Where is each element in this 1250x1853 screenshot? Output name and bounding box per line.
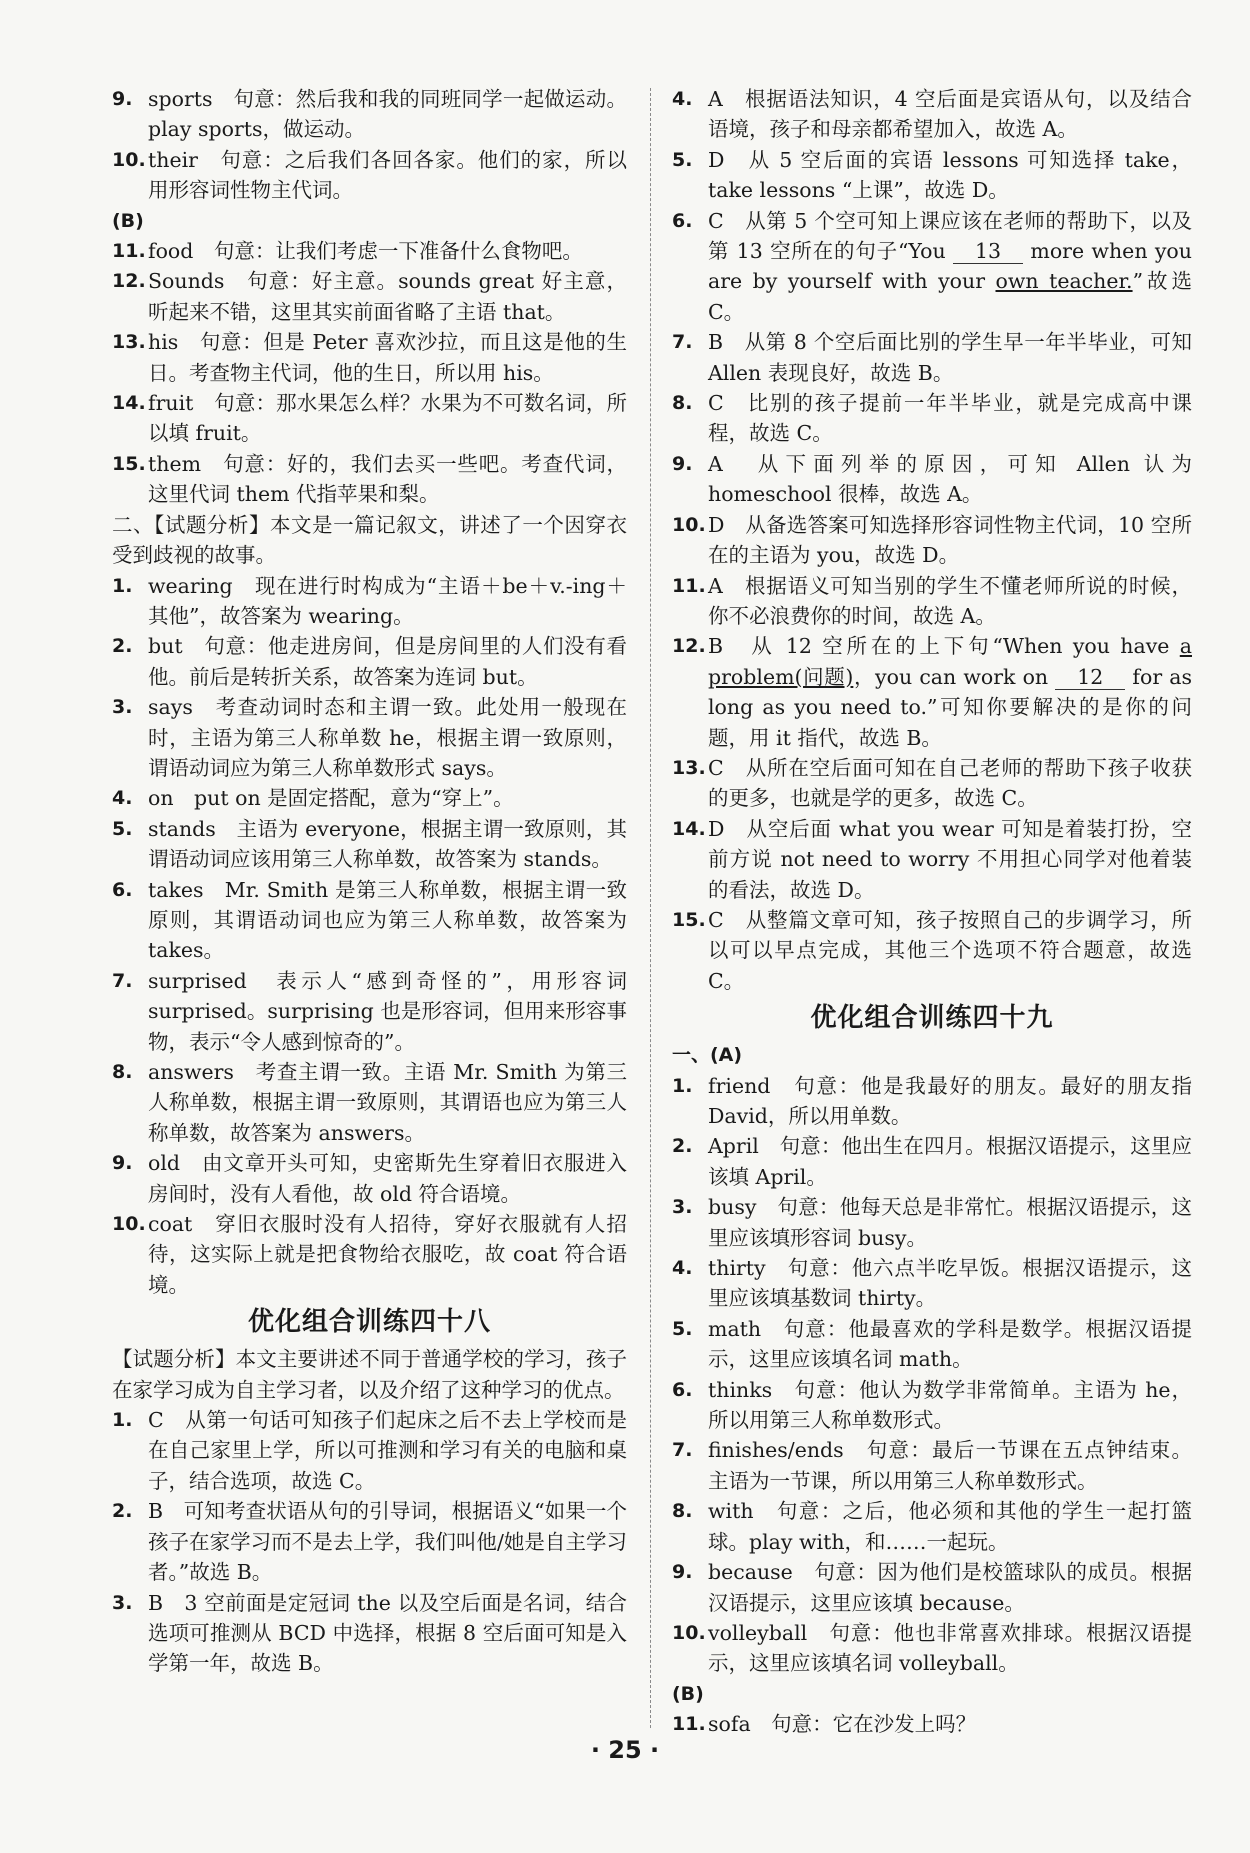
- item-text: stands 主语为 everyone，根据主谓一致原则，其谓语动词应该用第三人称单数，故答案为 stands。: [148, 816, 627, 872]
- list-item: [112, 266, 627, 327]
- item-number: 10.: [112, 148, 146, 171]
- item-text: B 3 空前面是定冠词 the 以及空后面是名词，结合选项可推测从 BCD 中选择，根据 8 空后面可知是入学第一年，故选 B。: [148, 1590, 627, 1676]
- list-item: [112, 966, 627, 1057]
- list-item: [672, 84, 1192, 145]
- title-exercise-48: 优化组合训练四十八: [247, 1307, 491, 1338]
- list-item: [112, 327, 627, 388]
- list-item: [672, 1131, 1192, 1192]
- item-number: 5.: [672, 148, 693, 171]
- item-number: 14.: [672, 817, 706, 840]
- item-text: [708, 206, 1192, 328]
- item-text-part: more when you are by yourself with your: [708, 239, 1192, 294]
- item-number: 6.: [112, 878, 133, 901]
- item-number: 11.: [112, 240, 146, 263]
- list-item: [112, 236, 627, 266]
- right-block-4: [672, 1071, 1192, 1679]
- list-item: [112, 814, 627, 875]
- item-text: but 句意：他走进房间，但是房间里的人们没有看他。前后是转折关系，故答案为连词 but。: [148, 634, 627, 689]
- item-number: 12.: [112, 270, 146, 293]
- list-item: [672, 571, 1192, 632]
- item-text: on put on 是固定搭配，意为“穿上”。: [148, 786, 514, 811]
- item-text: C 从所在空后面可知在自己老师的帮助下孩子收获的更多，也就是学的更多，故选 C。: [708, 755, 1192, 811]
- list-item: [112, 692, 627, 783]
- list-item: [672, 1314, 1192, 1375]
- item-number: 10.: [112, 1213, 146, 1236]
- item-number: 8.: [672, 392, 693, 415]
- left-block-3: [112, 571, 627, 1301]
- item-number: 10.: [672, 1621, 706, 1644]
- item-text: their 句意：之后我们各回各家。他们的家，所以用形容词性物主代词。: [148, 147, 627, 203]
- list-item: [672, 1375, 1192, 1436]
- item-text: B 从第 8 个空后面比别的学生早一年半毕业，可知 Allen 表现良好，故选 B。: [708, 330, 1192, 385]
- item-text: D 从 5 空后面的宾语 lessons 可知选择 take，take lessons “上课”，故选 D。: [708, 147, 1192, 203]
- right-block-1: [672, 84, 1192, 206]
- list-item: [672, 1496, 1192, 1557]
- list-item: [112, 145, 627, 206]
- item-number: 15.: [672, 908, 706, 931]
- item-text: April 句意：他出生在四月。根据汉语提示，这里应该填 April。: [708, 1134, 1192, 1189]
- list-item: [112, 1496, 627, 1587]
- list-item: [112, 875, 627, 966]
- list-item: [672, 449, 1192, 510]
- right-column: [672, 84, 1192, 1740]
- section-2-analysis: 二、【试题分析】本文是一篇记叙文，讲述了一个因穿衣受到歧视的故事。: [112, 512, 627, 568]
- analysis-48: 【试题分析】本文主要讲述不同于普通学校的学习，孩子在家学习成为自主学习者，以及介绍了这种学习的优点。: [112, 1347, 627, 1402]
- item-text-part: C 从第 5 个空可知上课应该在老师的帮助下，以及第 13 空所在的句子“You: [708, 208, 1192, 264]
- column-divider: [650, 88, 651, 1728]
- item-text: A 从下面列举的原因，可知 Allen 认为 homeschool 很棒，故选 A。: [708, 451, 1192, 507]
- item-number: 1.: [672, 1074, 693, 1097]
- item-text: [708, 631, 1192, 753]
- item-number: 14.: [112, 392, 146, 415]
- item-text: because 句意：因为他们是校篮球队的成员。根据汉语提示，这里应该填 because。: [708, 1560, 1192, 1615]
- item-number: 2.: [112, 635, 133, 658]
- item-text-part: B 从 12 空所在的上下句“When you have: [708, 634, 1180, 659]
- item-number: 12.: [672, 635, 706, 658]
- list-item: [672, 1618, 1192, 1679]
- list-item: [112, 1209, 627, 1300]
- list-item: [672, 905, 1192, 996]
- item-number: 8.: [672, 1500, 693, 1523]
- item-text: surprised 表示人“感到奇怪的”，用形容词 surprised。surprising 也是形容词，但用来形容事物，表示“令人感到惊奇的”。: [148, 968, 627, 1054]
- item-text: busy 句意：他每天总是非常忙。根据汉语提示，这里应该填形容词 busy。: [708, 1195, 1192, 1250]
- item-number: 8.: [112, 1061, 133, 1083]
- list-item: [672, 1435, 1192, 1496]
- underlined-text: a problem(问题): [708, 634, 1192, 689]
- item-number: 1.: [112, 1409, 133, 1432]
- item-number: 2.: [672, 1135, 693, 1158]
- item-number: 2.: [112, 1500, 133, 1523]
- blank-line: 12: [1055, 665, 1125, 690]
- item-text: volleyball 句意：他也非常喜欢排球。根据汉语提示，这里应该填名词 volleyball。: [708, 1620, 1192, 1676]
- item-text: sofa 句意：它在沙发上吗？: [708, 1712, 977, 1737]
- item-text: A 根据语法知识，4 空后面是宾语从句，以及结合语境，孩子和母亲都希望加入，故选 A。: [708, 87, 1192, 142]
- list-item: [672, 814, 1192, 905]
- item-text: answers 考查主谓一致。主语 Mr. Smith 为第三人称单数，根据主谓一致原则，其谓语也应为第三人称单数，故答案为 answers。: [148, 1060, 627, 1145]
- item-text: C 比别的孩子提前一年半毕业，就是完成高中课程，故选 C。: [708, 391, 1192, 446]
- item-text: D 从空后面 what you wear 可知是着装打扮，空前方说 not need to worry 不用担心同学对他着装的看法，故选 D。: [708, 816, 1192, 902]
- item-number: 3.: [112, 1591, 133, 1614]
- item-text: B 可知考查状语从句的引导词，根据语义“如果一个孩子在家学习而不是去上学，我们叫他/她是自主学习者。”故选 B。: [148, 1499, 627, 1585]
- list-item: [672, 206, 1192, 328]
- item-number: 15.: [112, 452, 146, 475]
- item-number: 6.: [672, 1378, 693, 1401]
- list-item: [112, 388, 627, 449]
- underlined-text: own teacher.: [995, 269, 1133, 294]
- section-b-heading: (B): [672, 1682, 704, 1705]
- item-number: 1.: [112, 574, 133, 597]
- item-text-part: ，you can work on: [853, 664, 1056, 689]
- item-text: his 句意：但是 Peter 喜欢沙拉，而且这是他的生日。考查物主代词，他的生日，所以用 his。: [148, 330, 627, 385]
- item-number: 9.: [672, 452, 693, 475]
- item-text: math 句意：他最喜欢的学科是数学。根据汉语提示，这里应该填名词 math。: [708, 1316, 1192, 1372]
- item-text: thinks 句意：他认为数学非常简单。主语为 he，所以用第三人称单数形式。: [708, 1377, 1192, 1433]
- list-item: [672, 510, 1192, 571]
- item-number: 9.: [672, 1561, 693, 1584]
- list-item: [672, 1192, 1192, 1253]
- item-text: fruit 句意：那水果怎么样？水果为不可数名词，所以填 fruit。: [148, 391, 627, 446]
- item-text: A 根据语义可知当别的学生不懂老师所说的时候，你不必浪费你的时间，故选 A。: [708, 573, 1192, 628]
- item-number: 11.: [672, 574, 706, 597]
- item-text: C 从第一句话可知孩子们起床之后不去上学校而是在自己家里上学，所以可推测和学习有关的电脑和桌子，结合选项，故选 C。: [148, 1408, 627, 1493]
- item-text: food 句意：让我们考虑一下准备什么食物吧。: [148, 239, 583, 264]
- item-text: old 由文章开头可知，史密斯先生穿着旧衣服进入房间时，没有人看他，故 old 符合语境。: [148, 1151, 627, 1206]
- item-number: 3.: [672, 1196, 693, 1219]
- right-block-2: [672, 327, 1192, 631]
- item-text-part: ”故选 C。: [708, 269, 1192, 324]
- item-number: 4.: [672, 1257, 693, 1280]
- blank-line: 13: [953, 239, 1023, 264]
- list-item: [672, 145, 1192, 206]
- left-block-4: [112, 1405, 627, 1679]
- list-item: [672, 753, 1192, 814]
- list-item: [112, 571, 627, 632]
- left-column: [112, 84, 627, 1679]
- list-item: [672, 1557, 1192, 1618]
- list-item: [112, 1405, 627, 1496]
- item-number: 11.: [672, 1713, 706, 1736]
- item-number: 5.: [672, 1317, 693, 1340]
- list-item: [112, 1148, 627, 1209]
- list-item: [112, 449, 627, 510]
- item-number: 6.: [672, 209, 693, 232]
- item-number: 10.: [672, 513, 706, 536]
- item-text: takes Mr. Smith 是第三人称单数，根据主谓一致原则，其谓语动词也应为第三人称单数，故答案为 takes。: [148, 877, 627, 963]
- item-number: 9.: [112, 1152, 133, 1175]
- item-text: thirty 句意：他六点半吃早饭。根据汉语提示，这里应该填基数词 thirty。: [708, 1256, 1192, 1311]
- item-text: with 句意：之后，他必须和其他的学生一起打篮球。play with，和……一起玩。: [708, 1499, 1192, 1554]
- section-a-heading: 一、(A): [672, 1044, 743, 1067]
- item-text-part: for as long as you need to.”可知你要解决的是你的问题，用 it 指代，故选 B。: [708, 664, 1192, 750]
- list-item: [112, 1057, 627, 1148]
- list-item: [112, 1588, 627, 1679]
- right-block-3: [672, 753, 1192, 996]
- item-text: D 从备选答案可知选择形容词性物主代词，10 空所在的主语为 you，故选 D。: [708, 512, 1192, 568]
- list-item: [672, 1253, 1192, 1314]
- list-item: [672, 1071, 1192, 1132]
- item-number: 13.: [672, 756, 706, 779]
- item-text: says 考查动词时态和主谓一致。此处用一般现在时，主语为第三人称单数 he，根据主谓一致原则，谓语动词应为第三人称单数形式 says。: [148, 695, 627, 780]
- item-text: coat 穿旧衣服时没有人招待，穿好衣服就有人招待，这实际上就是把食物给衣服吃，故 coat 符合语境。: [148, 1212, 627, 1297]
- left-block-2: [112, 236, 627, 510]
- item-text: Sounds 句意：好主意。sounds great 好主意，听起来不错，这里其实前面省略了主语 that。: [148, 269, 627, 324]
- list-item: [672, 327, 1192, 388]
- list-item: [112, 783, 627, 813]
- item-number: 3.: [112, 696, 133, 719]
- page-number: · 25 ·: [590, 1736, 660, 1764]
- list-item: [112, 631, 627, 692]
- section-b-heading: (B): [112, 209, 144, 232]
- item-text: wearing 现在进行时构成为“主语＋be＋v.-ing＋其他”，故答案为 wearing。: [148, 573, 627, 628]
- item-number: 13.: [112, 331, 146, 354]
- item-text: C 从整篇文章可知，孩子按照自己的步调学习，所以可以早点完成，其他三个选项不符合题意，故选 C。: [708, 907, 1192, 993]
- item-number: 4.: [112, 787, 133, 810]
- item-number: 7.: [112, 969, 133, 992]
- left-block-1: [112, 84, 627, 206]
- list-item: [672, 631, 1192, 753]
- item-text: them 句意：好的，我们去买一些吧。考查代词，这里代词 them 代指苹果和梨。: [148, 451, 627, 507]
- list-item: [672, 1709, 1192, 1739]
- item-text: friend 句意：他是我最好的朋友。最好的朋友指 David，所以用单数。: [708, 1073, 1192, 1128]
- item-number: 9.: [112, 88, 133, 110]
- item-text: sports 句意：然后我和我的同班同学一起做运动。play sports，做运动。: [148, 87, 627, 142]
- list-item: [112, 84, 627, 145]
- right-block-5: [672, 1709, 1192, 1739]
- title-exercise-49: 优化组合训练四十九: [810, 1003, 1054, 1034]
- item-number: 5.: [112, 817, 133, 840]
- item-number: 4.: [672, 88, 693, 110]
- item-text: finishes/ends 句意：最后一节课在五点钟结束。主语为一节课，所以用第三人称单数形式。: [708, 1438, 1192, 1493]
- item-number: 7.: [672, 1439, 693, 1462]
- list-item: [672, 388, 1192, 449]
- item-number: 7.: [672, 331, 693, 354]
